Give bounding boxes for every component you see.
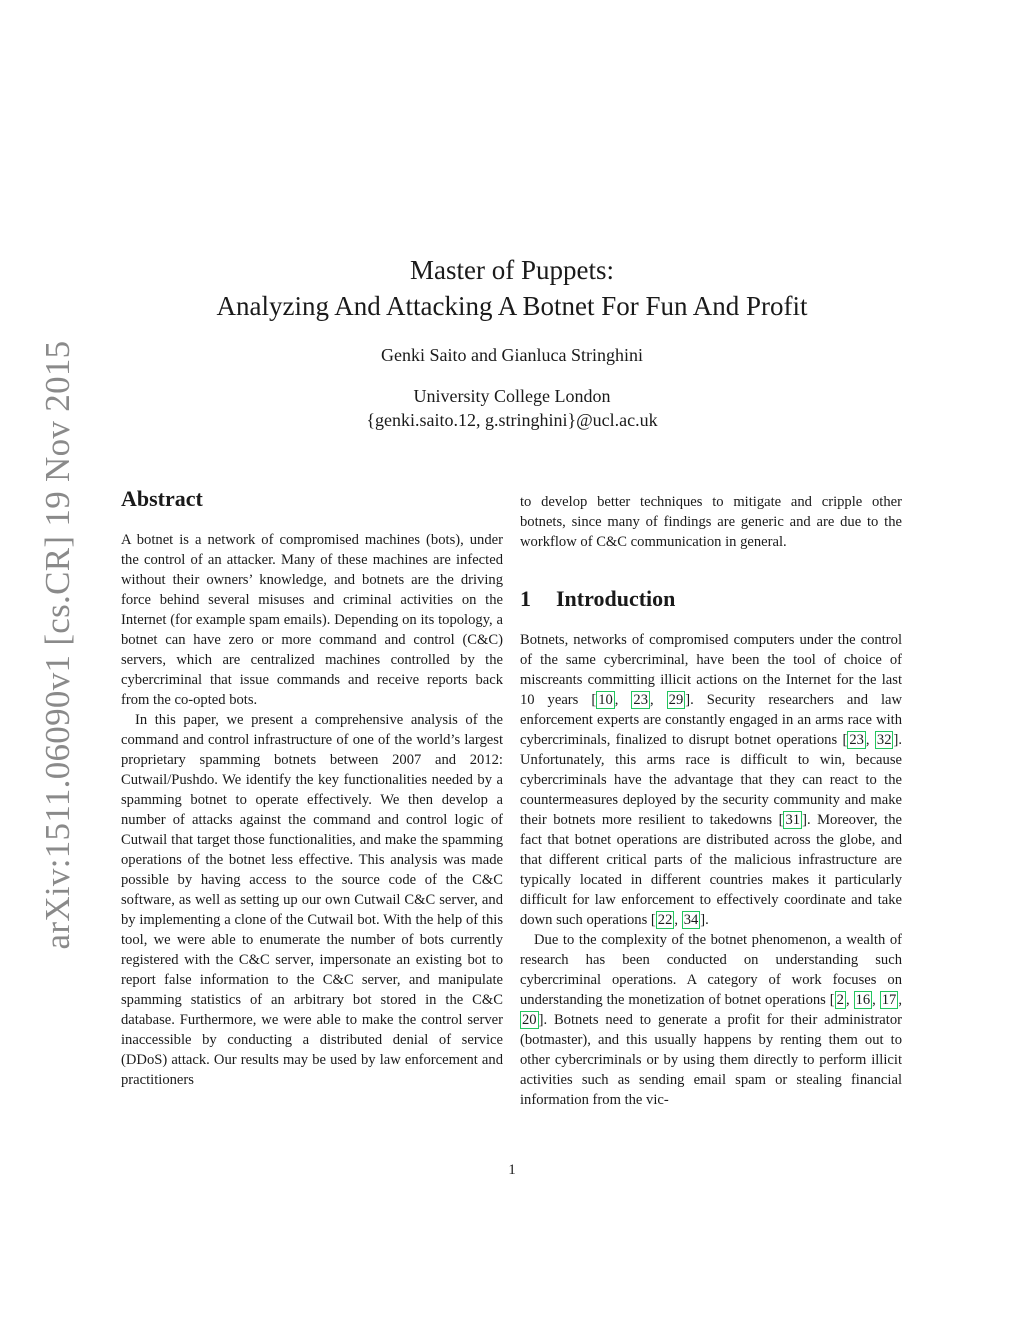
arxiv-stamp-text: arXiv:1511.06090v1 [cs.CR] 19 Nov 2015 [38, 340, 77, 950]
section-title: Introduction [556, 586, 676, 611]
authors: Genki Saito and Gianluca Stringhini [381, 345, 643, 365]
intro-text: Botnets, networks of compromised computers under the control of the same cybercriminal, have been the tool of choice of miscreants committing illicit actions on the Internet for the last 10 years [520, 632, 902, 708]
citation-link[interactable]: 16 [855, 992, 871, 1008]
title-line-1: Master of Puppets: [410, 255, 614, 285]
introduction-body [520, 630, 902, 1110]
intro-paragraph-1: Botnets, networks of compromised computers under the control of the same cybercriminal, have been the tool of choice of miscreants committing illicit actions on the Internet for the last 10 years [ 10 , 23 , 29 ]. Security researchers and law enforcement experts are constantly engaged in an arms race with cybercriminals, finalized to disrupt botnet operations [ 23 , 32 ]. Unfortunately, this arms race is difficult to win, because cybercriminals have the advantage that they can react to the countermeasures deployed by the security community and make their botnets more resilient to takedowns [ 31 ]. Moreover, the fact that botnet operations are distributed across the globe, and that different critical parts of the malicious infrastructure are typically located in different countries makes it particularly difficult for law enforcement to effectively coordinate and take down such operations [ 22 , 34 ]. [520, 632, 903, 928]
abstract-body [121, 530, 503, 1090]
intro-text: Due to the complexity of the botnet phenomenon, a wealth of research has been conducted on understanding such cybercriminal operations. A category of work focuses on understanding the monetization of botnet operations [520, 932, 902, 1008]
abstract-continuation [520, 492, 902, 552]
citation-link[interactable]: 2 [836, 992, 844, 1008]
introduction-heading [520, 586, 675, 612]
title-line-2: Analyzing And Attacking A Botnet For Fun And Profit [216, 291, 808, 321]
citation-link[interactable]: 32 [876, 732, 892, 748]
citation-link[interactable]: 20 [522, 1012, 537, 1028]
intro-text: . Botnets need to generate a profit for their administrator (botmaster), and this usually happens by renting them out to other cybercriminals or by using them directly to perform illicit activities such as sending email spam or stealing financial information from the vic- [520, 1012, 902, 1108]
author-emails: {genki.saito.12, g.stringhini}@ucl.ac.uk [366, 410, 658, 430]
citation-link[interactable]: 23 [633, 692, 649, 708]
citation-link[interactable]: 17 [881, 992, 897, 1008]
citation-link[interactable]: 31 [785, 812, 801, 828]
paper-title [0, 252, 1024, 324]
citation-link[interactable]: 29 [668, 692, 684, 708]
intro-paragraph-2: Due to the complexity of the botnet phenomenon, a wealth of research has been conducted on understanding such cybercriminal operations. A category of work focuses on understanding the monetization of botnet operations [ 2 , 16 , 17 , 20 ]. Botnets need to generate a profit for their administrator (botmaster), and this usually happens by renting them out to other cybercriminals or by using them directly to perform illicit activities such as sending email spam or stealing financial information from the vic- [520, 932, 902, 1108]
affiliation [0, 384, 1024, 432]
abstract-heading: Abstract [121, 486, 203, 511]
intro-text: . Moreover, the fact that botnet operations are distributed across the globe, and that different critical parts of the malicious infrastructure are typically located in different countries makes it particularly difficult for law enforcement to effectively coordinate and take down such operations [520, 812, 902, 928]
abstract-paragraph-2-end: to develop better techniques to mitigate and cripple other botnets, since many of findings are generic and are due to the workflow of C&C communication in general. [520, 494, 902, 550]
page-number: 1 [508, 1162, 516, 1178]
institution: University College London [413, 386, 611, 406]
citation-link[interactable]: 22 [657, 912, 673, 928]
intro-text: . [705, 912, 709, 928]
intro-text: . Security researchers and law enforcement experts are constantly engaged in an arms race with cybercriminals, finalized to disrupt botnet operations [520, 692, 903, 748]
abstract-paragraph-2: In this paper, we present a comprehensive analysis of the command and control infrastructure of one of the world’s largest proprietary spamming botnets between 2007 and 2012: Cutwail/Pushdo. We identify the key functionalities needed by a spamming botnet to operate effectively. We then develop a number of attacks against the command and control logic of Cutwail that target those functionalities, and make the spamming operations of the botnet less effective. This analysis was made possible by having access to the source code of the C&C software, as well as setting up our own Cutwail C&C server, and by implementing a clone of the Cutwail bot. With the help of this tool, we were able to enumerate the number of bots currently registered with the C&C server, impersonate an existing bot to report false information to the C&C server, and manipulate spamming statistics of an arbitrary bot stored in the C&C database. Furthermore, we were able to make the control server inaccessible by conducting a distributed denial of service (DDoS) attack. Our results may be used by law enforcement and practitioners [121, 712, 503, 1088]
citation-link[interactable]: 10 [598, 692, 613, 708]
intro-text: . Unfortunately, this arms race is difficult to win, because cybercriminals have the advantage that they can react to the countermeasures deployed by the security community and make their botnets more resilient to takedowns [520, 732, 903, 828]
section-number: 1 [520, 586, 531, 611]
citation-link[interactable]: 34 [683, 912, 699, 928]
abstract-paragraph-1: A botnet is a network of compromised machines (bots), under the control of an attacker. Many of these machines are infected without their owners’ knowledge, and botnets are the driving force behind several misuses and criminal activities on the Internet (for example spam emails). Depending on its topology, a botnet can have zero or more command and control (C&C) servers, which are centralized machines controlled by the cybercriminal that issue commands and receive reports back from the co-opted bots. [121, 532, 503, 708]
citation-link[interactable]: 23 [849, 732, 864, 748]
